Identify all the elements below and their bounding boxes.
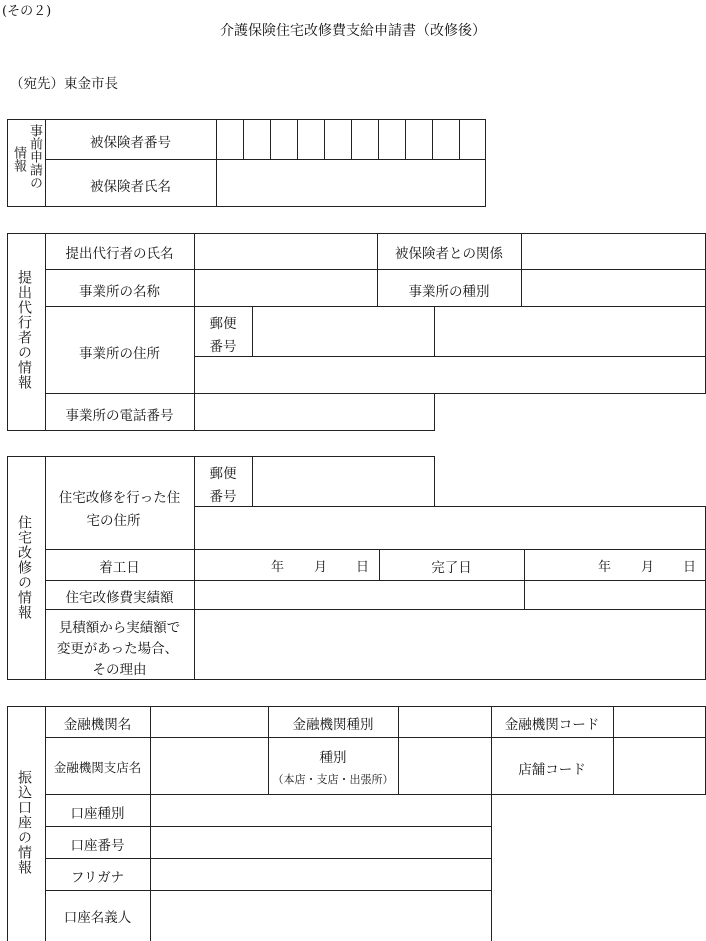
reason-label-3: その理由 — [92, 662, 147, 678]
office-type-label: 事業所の種別 — [408, 284, 490, 300]
end-date-field[interactable] — [525, 550, 705, 580]
office-phone-label: 事業所の電話番号 — [65, 408, 174, 424]
end-month-unit: 月 — [641, 560, 655, 575]
bank-type-label: 金融機関種別 — [292, 717, 374, 733]
agent-name-label: 提出代行者の氏名 — [65, 246, 174, 262]
section4-side-label: 振込口座の情報 — [16, 770, 32, 875]
section3-side-label: 住宅改修の情報 — [16, 515, 32, 620]
furigana-field[interactable] — [151, 859, 491, 890]
office-name-field[interactable] — [195, 270, 377, 306]
insured-name-label: 被保険者氏名 — [90, 179, 171, 195]
furigana-label: フリガナ — [70, 870, 125, 886]
start-year-unit: 年 — [271, 560, 285, 575]
branch-name-label: 金融機関支店名 — [53, 760, 142, 775]
form-title: 介護保険住宅改修費支給申請書（改修後） — [220, 23, 486, 39]
renovation-address-label-2: 宅の住所 — [86, 513, 141, 529]
account-number-field[interactable] — [151, 827, 491, 858]
reason-field[interactable] — [195, 610, 705, 679]
bank-code-field[interactable] — [614, 707, 705, 737]
start-month-unit: 月 — [314, 560, 328, 575]
bank-name-label: 金融機関名 — [63, 717, 132, 733]
account-type-field[interactable] — [151, 795, 491, 826]
account-number-label: 口座番号 — [70, 838, 125, 854]
insured-number-field[interactable] — [217, 120, 485, 159]
renovation-address-label-1: 住宅改修を行った住 — [58, 490, 181, 506]
bank-code-label: 金融機関コード — [504, 717, 600, 733]
branch-code-field[interactable] — [614, 738, 705, 794]
kind-note: （本店・支店・出張所） — [272, 773, 394, 786]
page-number: (その２) — [2, 4, 52, 19]
end-day-unit: 日 — [683, 560, 697, 575]
renovation-postal-field[interactable] — [253, 457, 434, 506]
office-address-label: 事業所の住所 — [79, 346, 160, 362]
bank-type-field[interactable] — [399, 707, 491, 737]
reason-label-2: 変更があった場合、 — [56, 641, 179, 657]
reason-label-1: 見積額から実績額で — [58, 620, 181, 636]
start-day-unit: 日 — [356, 560, 370, 575]
office-postal-field[interactable] — [253, 307, 434, 356]
relationship-label: 被保険者との関係 — [395, 246, 503, 262]
office-address-field[interactable] — [195, 357, 705, 393]
account-type-label: 口座種別 — [70, 806, 125, 822]
account-holder-field[interactable] — [151, 891, 491, 941]
section1-side-label: 事前申請の 情報 — [11, 124, 42, 189]
end-date-label: 完了日 — [431, 560, 472, 576]
end-year-unit: 年 — [598, 560, 612, 575]
office-phone-field[interactable] — [195, 394, 434, 430]
renovation-address-field[interactable] — [195, 507, 705, 549]
start-date-label: 着工日 — [99, 560, 140, 576]
renovation-postal-label-1: 郵便 — [209, 466, 237, 482]
branch-name-field[interactable] — [151, 738, 268, 794]
insured-name-field[interactable] — [217, 160, 485, 206]
renovation-postal-label-2: 番号 — [209, 489, 237, 505]
start-date-field[interactable] — [195, 550, 379, 580]
insured-number-label: 被保険者番号 — [90, 135, 171, 151]
agent-name-field[interactable] — [195, 234, 377, 269]
bank-name-field[interactable] — [151, 707, 268, 737]
cost-label: 住宅改修費実績額 — [65, 590, 174, 606]
kind-label: 種別 — [319, 750, 347, 766]
relationship-field[interactable] — [522, 234, 705, 269]
addressee: （宛先）東金市長 — [10, 76, 118, 92]
section2-side-label: 提出代行者の情報 — [16, 270, 32, 390]
office-postal-label-2: 番号 — [209, 339, 237, 355]
kind-field[interactable] — [399, 738, 491, 794]
office-name-label: 事業所の名称 — [79, 284, 160, 300]
branch-code-label: 店舗コード — [518, 762, 586, 778]
cost-field[interactable] — [195, 581, 524, 609]
office-type-field[interactable] — [522, 270, 705, 306]
office-postal-label-1: 郵便 — [209, 316, 237, 332]
account-holder-label: 口座名義人 — [63, 910, 132, 926]
